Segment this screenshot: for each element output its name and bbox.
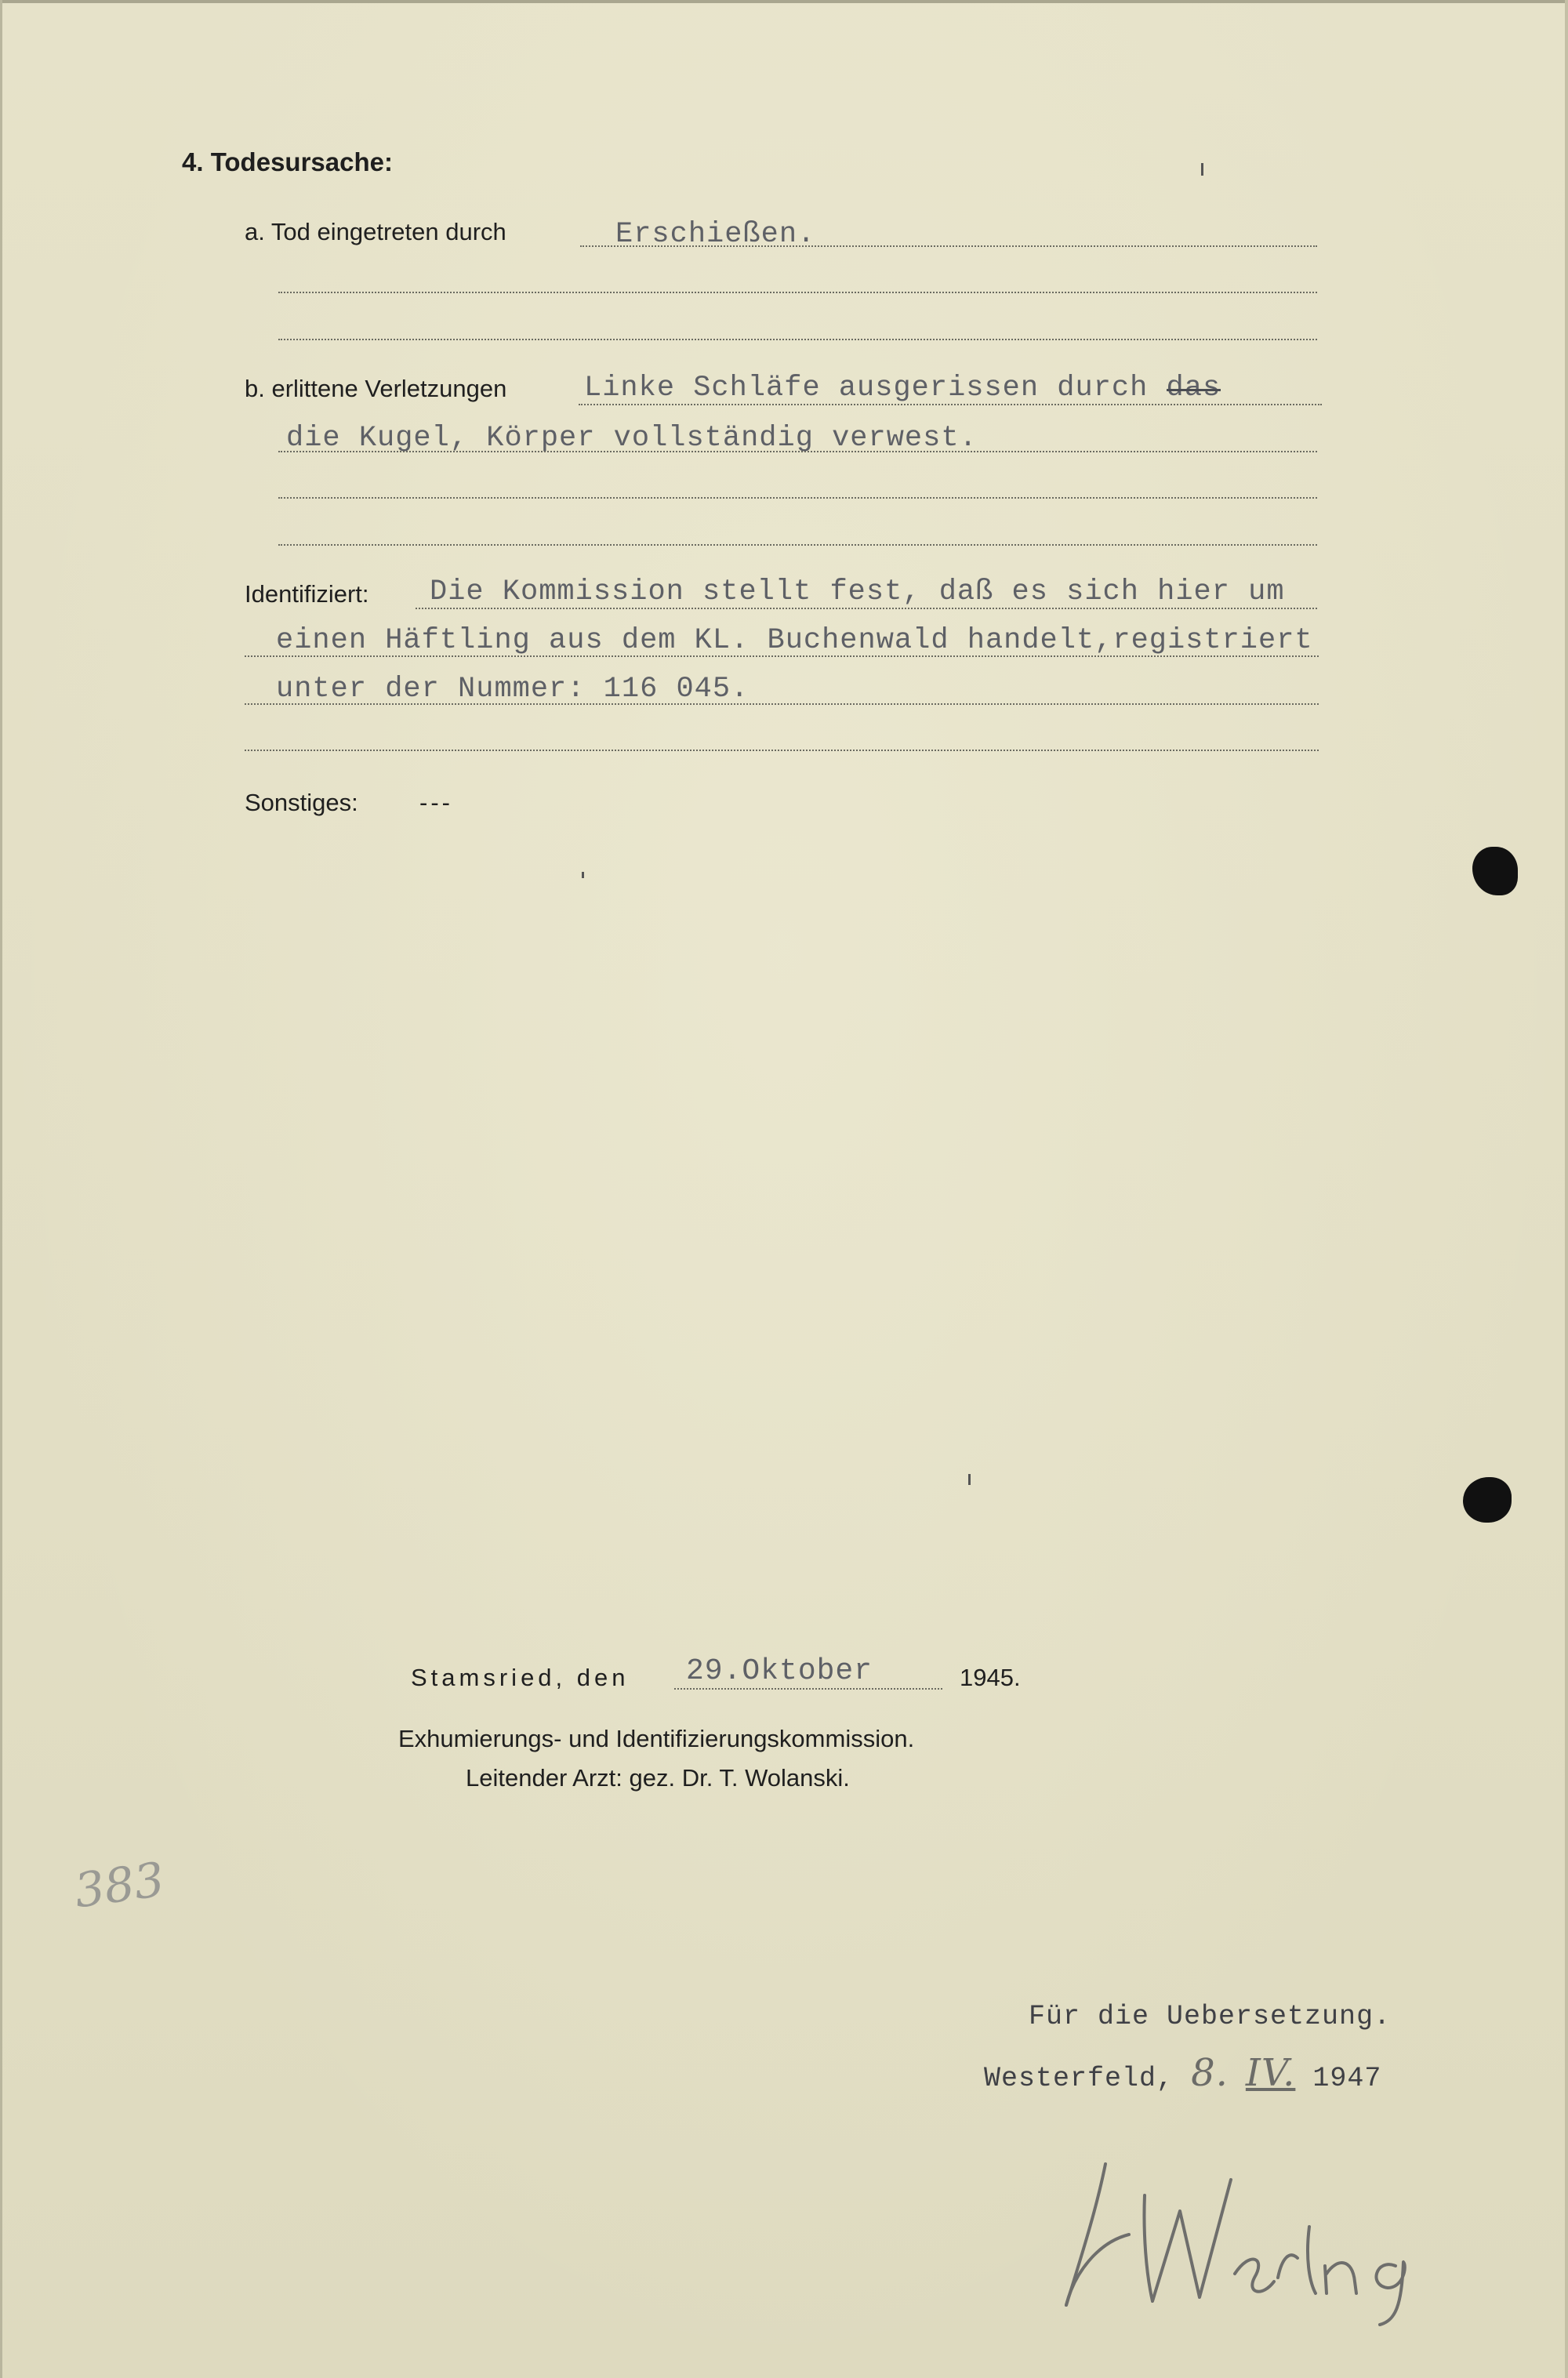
dotted-line	[580, 245, 1317, 247]
dotted-line	[278, 292, 1317, 293]
identified-label: Identifiziert:	[245, 580, 369, 608]
speck	[1201, 163, 1203, 176]
translation-year: 1947	[1312, 2063, 1382, 2094]
commission-name: Exhumierungs- und Identifizierungskommission.	[398, 1725, 915, 1752]
ink-blot	[1472, 847, 1518, 895]
ink-blot	[1463, 1477, 1512, 1523]
translation-month: IV.	[1245, 2051, 1296, 2095]
dotted-line	[278, 497, 1317, 499]
doctor-name: Leitender Arzt: gez. Dr. T. Wolanski.	[466, 1764, 850, 1792]
date-value: 29.Oktober	[686, 1654, 873, 1688]
misc-value: ---	[419, 789, 453, 816]
dotted-line	[245, 703, 1319, 705]
injuries-text: Linke Schläfe ausgerissen durch	[584, 372, 1149, 405]
speck	[582, 872, 584, 878]
page-edge-right	[1565, 0, 1568, 2378]
dotted-line	[245, 655, 1319, 657]
cause-value: Erschießen.	[615, 218, 816, 251]
translation-note: Für die Uebersetzung.	[1029, 2001, 1392, 2032]
struck-word: das	[1166, 372, 1221, 405]
section-heading: 4. Todesursache:	[182, 147, 393, 176]
page-edge-left	[0, 0, 2, 2378]
dotted-line	[245, 750, 1319, 751]
dotted-line	[278, 544, 1317, 546]
dotted-line	[278, 339, 1317, 340]
injuries-value-line2: die Kugel, Körper vollständig verwest.	[286, 422, 978, 455]
dotted-line	[674, 1688, 942, 1690]
identified-line3: unter der Nummer: 116 045.	[276, 673, 750, 706]
place-label: Stamsried, den	[411, 1664, 630, 1691]
dotted-line	[416, 608, 1317, 609]
speck	[968, 1474, 971, 1485]
handwritten-signature	[1051, 2148, 1443, 2329]
cause-label: a. Tod eingetreten durch	[245, 218, 506, 245]
translation-day: 8.	[1191, 2051, 1229, 2095]
translation-place: Westerfeld,	[984, 2063, 1174, 2094]
injuries-value-line1	[584, 372, 1221, 405]
pencil-archive-number: 383	[71, 1852, 168, 1919]
dotted-line	[278, 451, 1317, 452]
misc-label: Sonstiges:	[245, 789, 358, 816]
injuries-label: b. erlittene Verletzungen	[245, 375, 507, 402]
year-label: 1945.	[960, 1664, 1021, 1691]
page-edge-top	[0, 0, 1568, 3]
dotted-line	[579, 404, 1322, 405]
translation-date-line	[984, 2051, 1381, 2095]
identified-line1: Die Kommission stellt fest, daß es sich hier um	[430, 575, 1285, 608]
identified-line2: einen Häftling aus dem KL. Buchenwald handelt,registriert	[276, 624, 1313, 657]
